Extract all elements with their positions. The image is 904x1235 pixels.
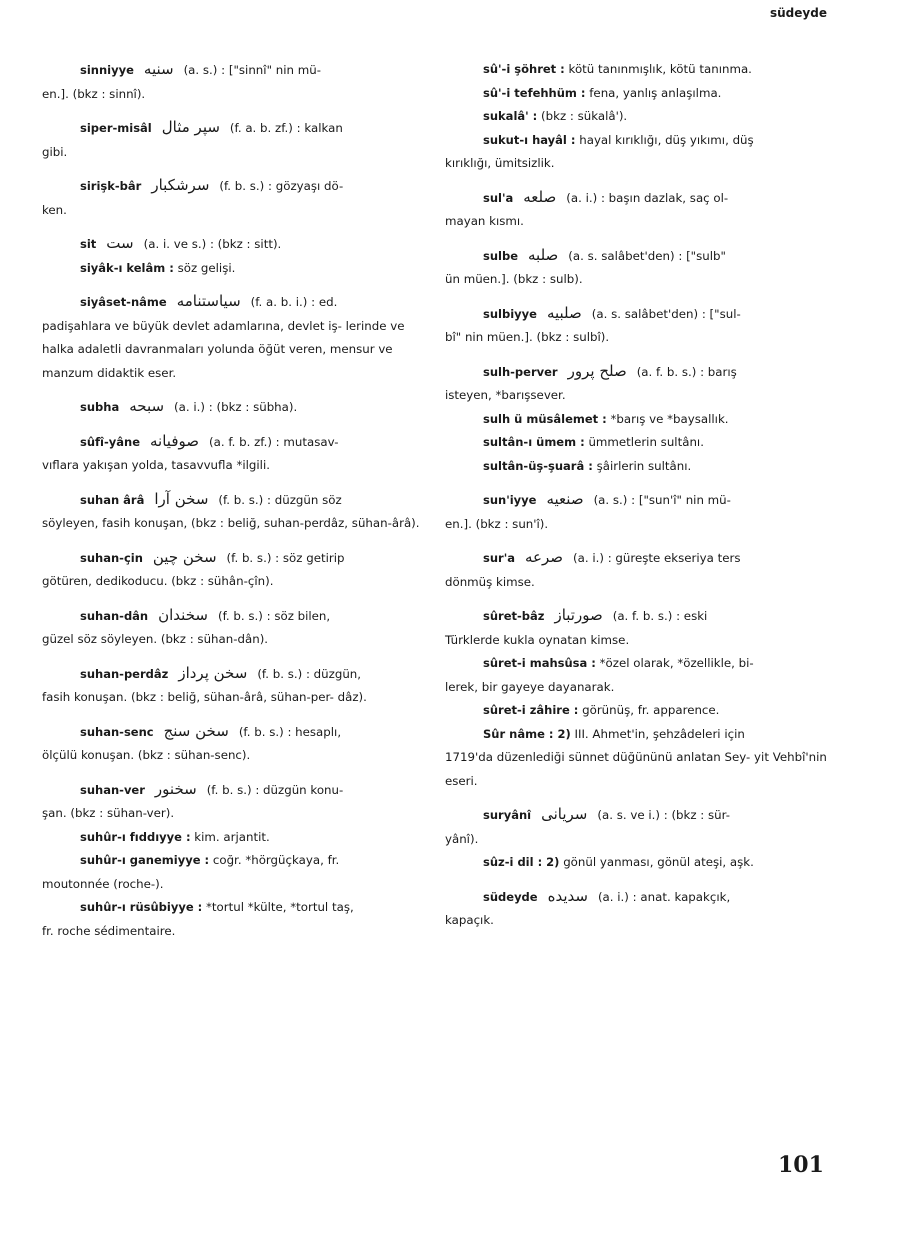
entry-arabic-script: سخن سنج [163, 721, 229, 740]
entry-arabic-script: سنيه [143, 60, 174, 78]
entry-headword: subha [80, 400, 120, 414]
entry-headword: sulh-perver [483, 364, 558, 379]
entry-definition: *barış ve *baysallık. [610, 411, 729, 426]
entry-definition: (f. b. s.) : düzgün söz [218, 492, 342, 507]
entry-definition: III. Ahmet'in, şehzâdeleri için [574, 726, 745, 741]
dictionary-entry [42, 116, 422, 164]
entry-definition: (a. s.) : ["sun'î" nin mü- [593, 493, 731, 507]
entry-headword: sulh ü müsâlemet : [483, 411, 607, 426]
entry-arabic-script: صرعه [524, 548, 563, 566]
dictionary-entry [42, 546, 422, 594]
dictionary-entry [445, 105, 830, 129]
entry-headword: suhan-dân [80, 608, 149, 623]
dictionary-entry [42, 257, 422, 281]
entry-definition: ümmetlerin sultânı. [588, 435, 704, 449]
entry-headword: siyâk-ı kelâm : [80, 260, 174, 275]
entry-headword: siper-misâl [80, 121, 152, 135]
entry-definition: (f. a. b. zf.) : kalkan [229, 121, 343, 135]
entry-continuation: padişahlara ve büyük devlet adamlarına, devlet iş- lerinde ve halka adaletli davranmaları yolunda öğüt veren, mensur ve manzum didaktik eser. [42, 318, 405, 380]
dictionary-entry [42, 720, 422, 768]
entry-arabic-script: صلح پرور [567, 361, 627, 380]
entry-definition: *özel olarak, *özellikle, bi- [599, 656, 754, 670]
entry-headword: suhûr-ı ganemiyye : [80, 853, 210, 867]
entry-arabic-script: صلعه [523, 187, 557, 206]
entry-continuation: mayan kısmı. [445, 214, 524, 228]
entry-definition: *tortul *külte, *tortul taş, [206, 900, 354, 914]
dictionary-entry [445, 129, 830, 176]
entry-definition: (a. f. b. s.) : eski [612, 609, 708, 623]
entry-definition: (a. f. b. s.) : barış [636, 364, 737, 379]
dictionary-entry [445, 431, 830, 455]
entry-headword: sul'a [483, 190, 514, 205]
dictionary-entry [42, 488, 422, 536]
entry-headword: sulbe [483, 248, 519, 263]
dictionary-entry [445, 360, 830, 408]
dictionary-entry [42, 604, 422, 652]
entry-headword: sit [80, 237, 97, 251]
entry-definition: söz gelişi. [177, 260, 236, 275]
entry-continuation: yânî). [445, 831, 479, 846]
entry-headword: sultân-ı ümem : [483, 435, 585, 449]
entry-arabic-script: سياستنامه [176, 292, 241, 310]
entry-definition: (f. b. s.) : düzgün konu- [206, 782, 344, 797]
entry-headword: suhûr-ı fıddıyye : [80, 829, 191, 844]
entry-continuation: fr. roche sédimentaire. [42, 923, 176, 938]
entry-headword: sultân-üş-şuarâ : [483, 458, 593, 473]
entry-continuation: söyleyen, fasih konuşan, (bkz : beliğ, suhan-perdâz, sühan-ârâ). [42, 516, 420, 530]
entry-definition: (f. b. s.) : söz bilen, [217, 608, 331, 623]
entry-headword: siyâset-nâme [80, 295, 167, 309]
entry-headword: sû'-i tefehhüm : [483, 85, 586, 100]
entry-definition: gönül yanması, gönül ateşi, aşk. [563, 855, 754, 869]
entry-definition: (a. i.) : başın dazlak, saç ol- [566, 190, 729, 205]
entry-headword: sinniyye [80, 63, 134, 77]
dictionary-entry [42, 849, 422, 896]
entry-definition: (a. i. ve s.) : (bkz : sitt). [143, 237, 282, 251]
entry-definition: (a. s. salâbet'den) : ["sul- [591, 306, 741, 321]
dictionary-entry [42, 290, 422, 385]
dictionary-entry [42, 896, 422, 943]
page-number: 101 [778, 1152, 824, 1178]
dictionary-entry [445, 803, 830, 851]
entry-definition: (a. f. b. zf.) : mutasav- [208, 434, 339, 449]
dictionary-entry [445, 652, 830, 699]
entry-definition: coğr. *hörgüçkaya, fr. [212, 853, 340, 867]
entry-headword: suhan-perdâz [80, 666, 169, 681]
entry-headword: sûret-i zâhire : [483, 703, 579, 717]
entry-headword: sû'-i şöhret : [483, 62, 565, 76]
entry-arabic-script: سخن چين [152, 547, 217, 566]
entry-arabic-script: سپر مثال [161, 118, 220, 136]
entry-arabic-script: صوفيانه [150, 431, 199, 450]
entry-definition: (a. i.) : (bkz : sübha). [174, 400, 298, 414]
entry-definition: şâirlerin sultânı. [596, 458, 692, 473]
entry-continuation: ken. [42, 202, 67, 217]
entry-continuation: güzel söz söyleyen. (bkz : sühan-dân). [42, 632, 269, 646]
entry-headword: sûret-i mahsûsa : [483, 656, 596, 670]
entry-definition: fena, yanlış anlaşılma. [589, 85, 722, 100]
entry-definition: (f. b. s.) : gözyaşı dö- [219, 179, 344, 193]
dictionary-entry [42, 174, 422, 222]
dictionary-entry [445, 604, 830, 652]
entry-definition: hayal kırıklığı, düş yıkımı, düş [579, 132, 754, 147]
dictionary-entry [42, 58, 422, 106]
entry-arabic-script: صورتباز [554, 606, 603, 624]
entry-continuation: gibi. [42, 144, 68, 159]
entry-arabic-script: صلبيه [546, 303, 582, 322]
entry-continuation: lerek, bir gayeye dayanarak. [445, 679, 615, 694]
entry-definition: (f. a. b. i.) : ed. [250, 295, 338, 309]
entry-continuation: götüren, dedikoducu. (bkz : sühân-çîn). [42, 574, 274, 588]
entry-headword: sukut-ı hayâl : [483, 132, 576, 147]
dictionary-entry [445, 723, 830, 794]
entry-definition: kötü tanınmışlık, kötü tanınma. [568, 62, 752, 76]
entry-arabic-script: صلبه [528, 245, 559, 264]
entry-continuation: ölçülü konuşan. (bkz : sühan-senc). [42, 748, 251, 762]
dictionary-entry [445, 455, 830, 479]
entry-headword: sûret-bâz [483, 609, 545, 623]
dictionary-entry [445, 58, 830, 82]
entry-headword: sûz-i dil : 2) [483, 855, 560, 869]
entry-headword: sirişk-bâr [80, 179, 142, 193]
entry-continuation: 1719'da düzenlediği sünnet düğününü anlatan Sey- yit Vehbî'nin eseri. [445, 750, 827, 788]
entry-headword: sun'iyye [483, 493, 537, 507]
entry-continuation: vıflara yakışan yolda, tasavvufla *ilgili. [42, 458, 270, 472]
entry-headword: suhan-senc [80, 724, 154, 739]
entry-continuation: kırıklığı, ümitsizlik. [445, 156, 555, 170]
entry-headword: suryânî [483, 808, 532, 822]
dictionary-entry [42, 778, 422, 826]
dictionary-entry [445, 699, 830, 723]
entry-continuation: fasih konuşan. (bkz : beliğ, sühan-ârâ, sühan-per- dâz). [42, 690, 367, 704]
entry-headword: suhan ârâ [80, 492, 145, 507]
entry-headword: sur'a [483, 551, 515, 565]
entry-definition: görünüş, fr. apparence. [582, 703, 720, 717]
left-column [42, 58, 422, 943]
entry-definition: (f. b. s.) : söz getirip [226, 550, 345, 565]
entry-headword: sukalâ' : [483, 109, 538, 123]
dictionary-entry [445, 408, 830, 432]
entry-definition: (bkz : sükalâ'). [541, 109, 628, 123]
entry-definition: (a. i.) : güreşte ekseriya ters [573, 551, 741, 565]
entry-continuation: Türklerde kukla oynatan kimse. [445, 632, 630, 647]
entry-headword: suhûr-ı rüsûbiyye : [80, 900, 203, 914]
entry-continuation: kapaçık. [445, 913, 494, 927]
entry-arabic-script: سرشكبار [151, 176, 210, 194]
entry-definition: kim. arjantit. [194, 829, 270, 844]
dictionary-entry [445, 82, 830, 106]
entry-headword: suhan-ver [80, 782, 145, 797]
entry-continuation: şan. (bkz : sühan-ver). [42, 806, 175, 820]
dictionary-entry [42, 395, 422, 420]
entry-continuation: ün müen.]. (bkz : sulb). [445, 272, 583, 286]
entry-arabic-script: سديده [547, 886, 588, 905]
dictionary-entry [445, 851, 830, 875]
dictionary-entry [445, 885, 830, 933]
right-column [445, 58, 830, 933]
entry-definition: (a. s. ve i.) : (bkz : sür- [597, 808, 731, 822]
entry-arabic-script: سريانى [541, 805, 588, 823]
dictionary-entry [42, 232, 422, 257]
running-head: südeyde [770, 6, 827, 20]
dictionary-entry [42, 662, 422, 710]
entry-definition: (a. s.) : ["sinnî" nin mü- [183, 63, 321, 77]
entry-headword: Sûr nâme : 2) [483, 726, 571, 741]
entry-arabic-script: سخنور [154, 779, 197, 798]
entry-continuation: moutonnée (roche-). [42, 876, 164, 891]
entry-definition: (f. b. s.) : hesaplı, [238, 724, 342, 739]
entry-arabic-script: ست [106, 234, 134, 252]
dictionary-entry [445, 244, 830, 292]
entry-continuation: isteyen, *barışsever. [445, 388, 566, 402]
entry-headword: südeyde [483, 889, 538, 904]
entry-continuation: dönmüş kimse. [445, 574, 535, 589]
dictionary-entry [445, 302, 830, 350]
entry-arabic-script: سخن آرا [154, 489, 209, 508]
entry-continuation: en.]. (bkz : sinnî). [42, 86, 146, 101]
entry-arabic-script: سخندان [158, 605, 208, 624]
entry-definition: (a. i.) : anat. kapakçık, [597, 889, 731, 904]
entry-definition: (f. b. s.) : düzgün, [257, 666, 362, 681]
entry-continuation: bî" nin müen.]. (bkz : sulbî). [445, 330, 610, 344]
entry-headword: sulbiyye [483, 306, 537, 321]
entry-headword: sûfî-yâne [80, 434, 140, 449]
entry-arabic-script: سبحه [129, 397, 165, 415]
entry-arabic-script: صنعيه [546, 490, 584, 508]
entry-continuation: en.]. (bkz : sun'î). [445, 516, 549, 531]
dictionary-entry [42, 430, 422, 478]
dictionary-entry [445, 546, 830, 594]
entry-definition: (a. s. salâbet'den) : ["sulb" [568, 248, 726, 263]
dictionary-entry [445, 186, 830, 234]
dictionary-entry [445, 488, 830, 536]
dictionary-entry [42, 826, 422, 850]
entry-headword: suhan-çin [80, 550, 143, 565]
entry-arabic-script: سخن پرداز [178, 663, 248, 682]
